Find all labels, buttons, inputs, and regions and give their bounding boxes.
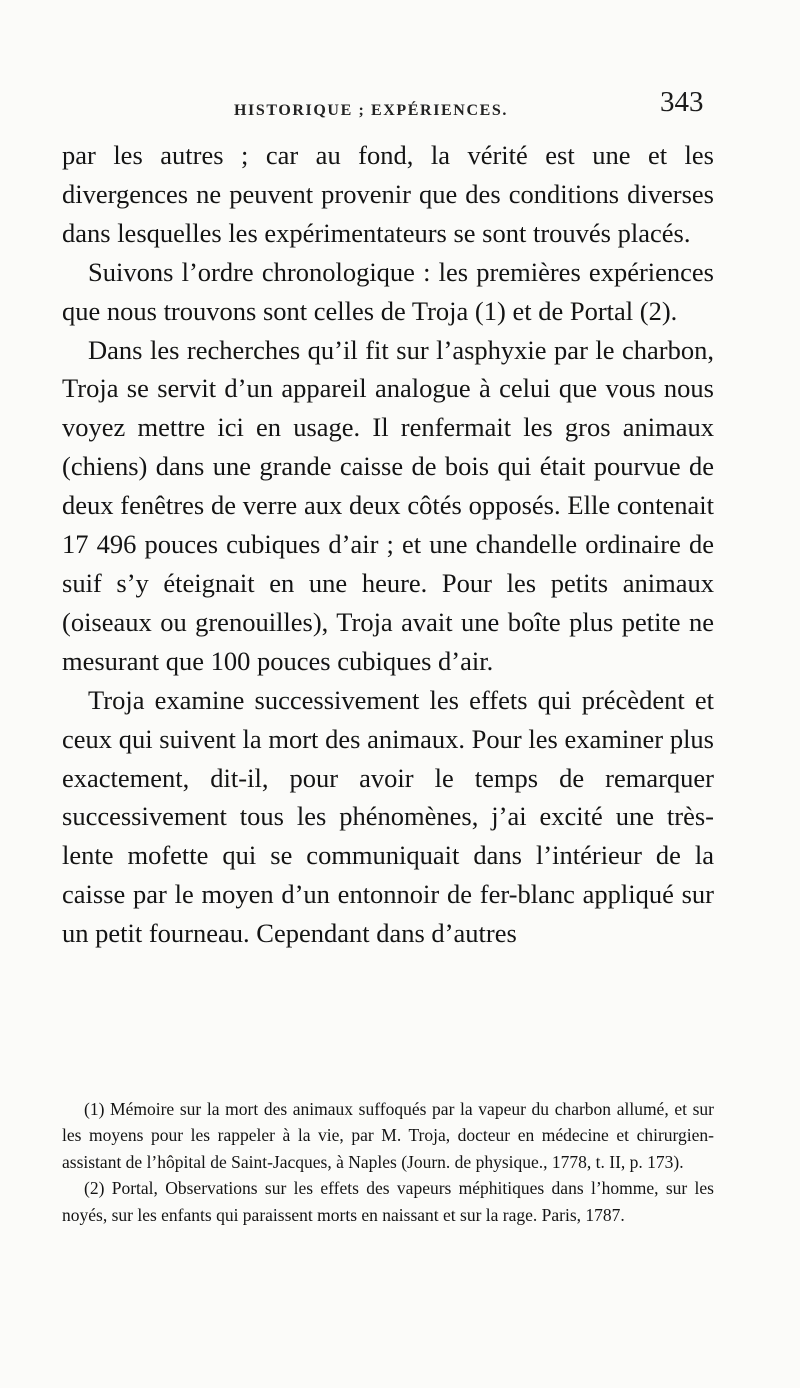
paragraph: Suivons l’ordre chronologique : les premières expériences que nous trouvons sont celles de Troja (1) et de Portal (2). <box>62 256 714 326</box>
footnote-1: (1) Mémoire sur la mort des animaux suffoqués par la vapeur du charbon allumé, et sur les moyens pour les rappeler à la vie, par M. Troja, docteur en médecine et chirurgien-assistant de l’hôpital de Saint-Jacques, à Naples (Journ. de physique., 1778, t. II, p. 173). <box>62 1099 714 1172</box>
footnote-2: (2) Portal, Observations sur les effets des vapeurs méphitiques dans l’homme, sur les noyés, sur les enfants qui paraissent morts en naissant et sur la rage. Paris, 1787. <box>62 1178 714 1225</box>
paragraph: Troja examine successivement les effets qui précèdent et ceux qui suivent la mort des animaux. Pour les examiner plus exactement, dit-il, pour avoir le temps de remarquer successivement tous les phénomènes, j’ai excité une très-lente mofette qui se communiquait dans l’intérieur de la caisse par le moyen d’un entonnoir de fer-blanc appliqué sur un petit fourneau. Cependant dans d’autres <box>62 684 714 949</box>
footnotes <box>62 1096 714 1228</box>
running-title: HISTORIQUE ; EXPÉRIENCES. <box>234 102 508 119</box>
paragraph: Dans les recherches qu’il fit sur l’asphyxie par le charbon, Troja se servit d’un appareil analogue à celui que vous nous voyez mettre ici en usage. Il renfermait les gros animaux (chiens) dans une grande caisse de bois qui était pourvue de deux fenêtres de verre aux deux côtés opposés. Elle contenait 17 496 pouces cubiques d’air ; et une chandelle ordinaire de suif s’y éteignait en une heure. Pour les petits animaux (oiseaux ou grenouilles), Troja avait une boîte plus petite ne mesurant que 100 pouces cubiques d’air. <box>62 334 714 676</box>
body-text <box>62 136 714 953</box>
running-head <box>62 86 742 126</box>
page-number: 343 <box>660 86 704 118</box>
paragraph-continued: par les autres ; car au fond, la vérité est une et les divergences ne peuvent provenir que des conditions diverses dans lesquelles les expérimentateurs se sont trouvés placés. <box>62 140 714 248</box>
